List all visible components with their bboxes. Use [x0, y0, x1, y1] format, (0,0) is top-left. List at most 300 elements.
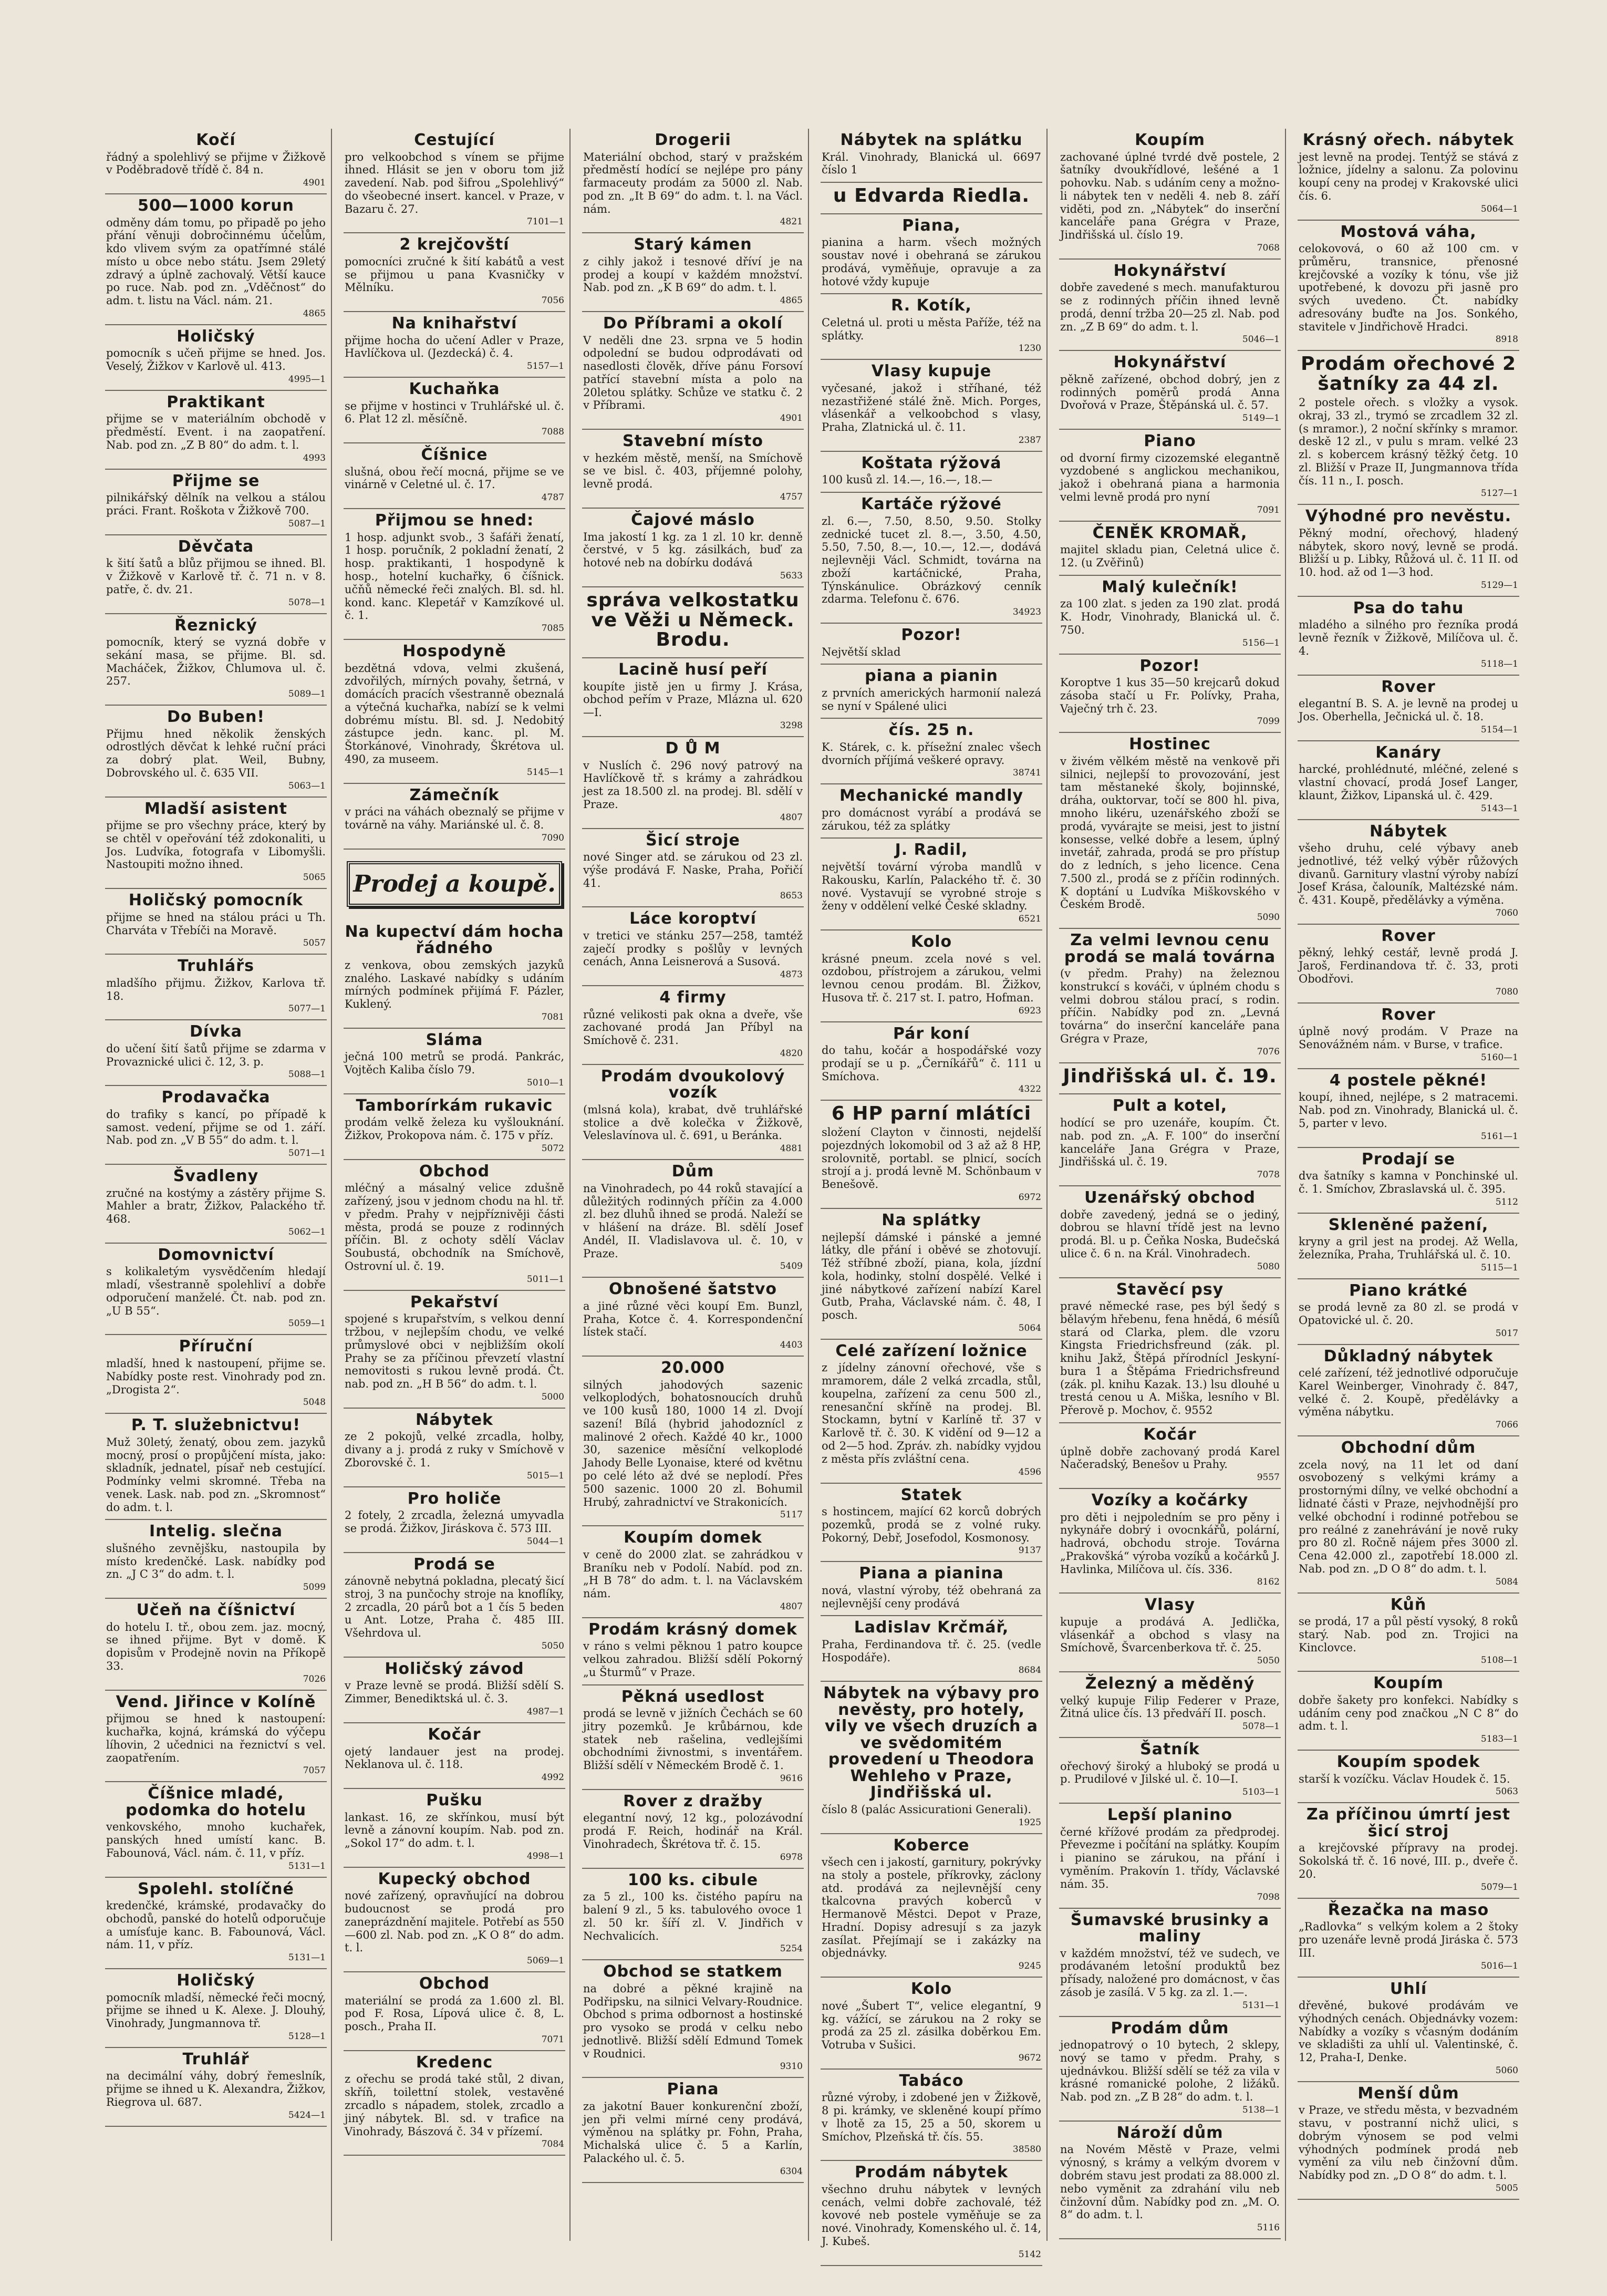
classified-ad [1059, 1672, 1281, 1738]
classified-ad [821, 1484, 1042, 1563]
ad-body: přijme se pro všechny práce, který by se chtěl v opeřování též zdokonaliti, u Jos. Ludvíka, fotografa v Libomyšli. Nastoupiti možno ihned. [106, 819, 326, 871]
ad-reference-number: 3298 [780, 720, 803, 731]
ad-reference-number: 5087—1 [288, 518, 326, 529]
ad-title: Vlasy [1144, 1596, 1196, 1615]
ad-title: Lacině husí peří [618, 660, 768, 679]
ad-body: mléčný a másalný velice zdušně zařízený, jsou v jednom chodu na hl. tř. v předm. Prahy v nejpříznivěji části města, prodá se pouze z rodinných příčin. Bl. z ochoty sdělí Václav Soubustá, obchodník na Smíchově, Ostrovní ul. č. 19. [345, 1182, 564, 1273]
ad-title: Truhlářs [178, 957, 254, 976]
column-5 [1059, 129, 1286, 2241]
ad-body: 1 hosp. adjunkt svob., 3 šafáři ženatí, 1 hosp. poručník, 2 pokladní ženatí, 2 hosp. praktikanti, 1 hospodyně k hosp., hotelní kuchařky, 6 číšnick. učňů německé řeči znalých. Bl. sd. hl. kond. kanc. Klepetář v Kamzíkové ul. č. 1. [345, 531, 564, 622]
ad-title: Truhlář [182, 2050, 250, 2069]
ad-body: se přijme v hostinci v Truhlářské ul. č. 6. Plat 12 zl. měsíčně. [345, 399, 564, 426]
ad-body: za jakotní Bauer konkurenční zboží, jen při velmi mírné ceny prodává, výměnou na splátky pr. Fohn, Praha, Michalská ulice č. 5 a Karlín, Palackého ul. č. 5. [583, 2100, 803, 2165]
classified-ad [105, 1086, 327, 1165]
ad-body: v Nuslích č. 296 nový patrový na Havlíčkově tř. s krámy a zahrádkou jest za 18.500 zl. na prodej. Bl. sdělí v Praze. [583, 759, 803, 811]
classified-ad [821, 1101, 1042, 1209]
ad-title: Kartáče rýžové [861, 495, 1002, 514]
ad-reference-number: 5131—1 [288, 1952, 326, 1963]
ad-reference-number: 5078—1 [1242, 1721, 1280, 1732]
classified-ad [1298, 129, 1519, 221]
ad-reference-number: 7098 [1257, 1891, 1280, 1902]
ad-title: J. Radil, [895, 841, 968, 860]
ad-reference-number: 5065 [303, 872, 326, 883]
ad-body: 2 fotely, 2 zrcadla, železná umyvadla se prodá. Žižkov, Jiráskova č. 573 III. [345, 1509, 564, 1535]
ad-title: Kuchaňka [409, 380, 500, 399]
ad-reference-number: 5138—1 [1242, 2104, 1280, 2115]
ad-body: ojetý landauer jest na prodej. Neklanova ul. č. 118. [345, 1745, 564, 1771]
ad-reference-number: 9137 [1018, 1545, 1041, 1556]
ad-title: 4 postele pěkné! [1329, 1071, 1488, 1090]
classified-ad [344, 1972, 565, 2051]
classified-ad [582, 907, 804, 986]
ad-body: harcké, prohlédnuté, mléčné, zelené s vlastní chovací, prodá Josef Langer, klaunt, Žižkov, Lipanská ul. č. 429. [1299, 763, 1518, 802]
classified-ad [344, 1658, 565, 1723]
ad-body: slušná, obou řečí mocná, přijme se ve vinárně v Celetné ul. č. 17. [345, 465, 564, 491]
ad-title: Příruční [179, 1337, 253, 1356]
ad-title: Koupím spodek [1336, 1753, 1480, 1772]
ad-body: pomocník mladší, německé řeči mocný, přijme se ihned u K. Alexe. J. Dlouhý, Vinohrady, Jungmannova tř. [106, 1991, 326, 2030]
ad-title: Piano [1144, 432, 1196, 451]
ad-body: dva šatníky s kamna v Ponchinské ul. č. 1. Smíchov, Zbraslavská ul. č. 395. [1299, 1170, 1518, 1195]
ad-body: pro děti i nejpoledním se pro pěny i nykynáře dobrý i ovocnkářů, polární, hadrová, obchodu stroje. Továrna „Prakovšká“ výroba vozíků a kočárků J. Havlinka, Milíčova ul. čís. 336. [1060, 1511, 1280, 1576]
ad-title: Kolo [910, 1980, 952, 1999]
ad-reference-number: 5060 [1495, 2065, 1518, 2076]
ad-body: „Radlovka“ s velkým kolem a 2 štoky pro uzenáře levně prodá Jiráska č. 573 III. [1299, 1920, 1518, 1959]
ad-body: přijmou se hned k nastoupení: kuchařka, kojná, krámská do výčepu líhovin, 2 učednici na řeznictví s vel. zaopatřením. [106, 1712, 326, 1764]
classified-ad [344, 1789, 565, 1868]
classified-ad [582, 1357, 804, 1526]
ad-title: Železný a měděný [1085, 1674, 1255, 1693]
ad-title: Uhlí [1390, 1979, 1427, 1998]
ad-title: Mechanické mandly [839, 787, 1024, 805]
ad-reference-number: 7057 [303, 1765, 326, 1776]
ad-reference-number: 5099 [303, 1582, 326, 1593]
ad-reference-number: 5115—1 [1480, 1262, 1518, 1273]
classified-ad [105, 798, 327, 890]
ad-body: Celetná ul. proti u města Paříže, též na splátky. [822, 316, 1041, 342]
ad-reference-number: 5044—1 [526, 1536, 564, 1547]
ad-reference-number: 9310 [780, 2061, 803, 2072]
ad-reference-number: 5080 [1257, 1261, 1280, 1272]
ad-title: Piana, [902, 216, 961, 235]
ad-title: Mladší asistent [144, 799, 288, 818]
ad-body: pomocníci zručné k šití kabátů a vest se přijmou u pana Kvasničky v Mělníku. [345, 255, 564, 294]
column-6 [1298, 129, 1523, 2241]
ad-reference-number: 7085 [541, 623, 564, 634]
ad-reference-number: 4807 [780, 1601, 803, 1612]
ad-body: pro domácnost vyrábí a prodává se zárukou, též za splátky [822, 806, 1041, 832]
ad-body: a krejčovské přípravy na prodej. Sokolská tř. č. 16 nové, III. p., dveře č. 20. [1299, 1842, 1518, 1880]
ad-body: do učení šití šatů přijme se zdarma v Provaznické ulici č. 12, 3. p. [106, 1042, 326, 1068]
ad-reference-number: 5078—1 [288, 597, 326, 608]
ad-reference-number: 5015—1 [526, 1470, 564, 1481]
ad-body: celé zařízení, též jednotlivé odporučuje Karel Weinberger, Vinohrady č. 847, velké č. 2. Koupě, předělávky a výměna nábytku. [1299, 1367, 1518, 1419]
ad-title: Rover [1381, 1005, 1436, 1024]
ad-body: v každém množství, též ve sudech, ve prodávaném letošní produktů bez přísady, naložené pro domácnost, v čas zásob je zasílá. V 5 kg. za zl. 1.—. [1060, 1947, 1280, 1999]
ad-body: hodící se pro uzenáře, koupím. Čt. nab. pod zn. „A. F. 100“ do inserční kanceláře Jana Grégra v Praze, Jindřišská ul. č. 19. [1060, 1116, 1280, 1168]
classified-ad [344, 509, 565, 640]
ad-title: Vlasy kupuje [871, 362, 992, 381]
ad-title: Cestující [414, 131, 495, 149]
ad-reference-number: 5157—1 [526, 361, 564, 372]
classified-ad [1059, 1489, 1281, 1594]
ad-body: silných jahodových sazenic velkoplodých, bohatosnoucích druhů ve 100 kusů 180, 1000 14 zl. Dvojí sazení! Bílá (hybrid jahodoznícl z malinové 2 ořech. Každé 40 kr., 1000 30, sazenice měsíční velkoplodé Jahody Belle Lyonaise, které od květnu po celé léto až dvé se neplodí. Přes 500 sazenic. 1000 20 zl. Bohumil Hrubý, zahradnictví ve Strakonicích. [583, 1378, 803, 1508]
classified-ad [1059, 1804, 1281, 1908]
ad-reference-number: 5071—1 [288, 1148, 326, 1159]
ad-reference-number: 4873 [780, 969, 803, 980]
ad-body: Největší sklad [822, 645, 901, 658]
ad-title: Za velmi levnou cenu prodá se malá továrna [1064, 931, 1276, 966]
ad-body: kredenčké, krámské, prodavačky do obchodů, panské do hotelů odporučuje a umísťuje kanc. B. Fabounová, Václ. nám. 11, v příz. [106, 1899, 326, 1951]
ad-body: zcela nový, na 11 let od daní osvobozený s velkými krámy a prostornými dílny, ve velké obchodní a lidnaté části v Praze, nejvhodnější pro velké obchodní i rodinné potřebou se pro reálné z zanehrávání je nově ruky pro 80 zl. Ročně nájem přes 3000 zl. Cena 42.000 zl., zapotřebí 18.000 zl. Nab. pod zn. „D O 8“ do adm. t. l. [1299, 1458, 1518, 1575]
ad-reference-number: 7071 [541, 2034, 564, 2045]
classified-ad [582, 129, 804, 233]
ad-body: pěkně zařízené, obchod dobrý, jen z rodinných poměrů prodá Anna Dvořová v Praze, Štěpánská ul. č. 57. [1060, 373, 1280, 412]
classified-ad [821, 930, 1042, 1022]
ad-title: Kočí [196, 131, 236, 149]
classified-ad [821, 2161, 1042, 2266]
ad-reference-number: 7060 [1495, 907, 1518, 918]
ad-reference-number: 5156—1 [1242, 637, 1280, 648]
ad-title: Obchod se statkem [603, 1962, 783, 1981]
ad-body: a jiné různé věci koupí Em. Bunzl, Praha, Kotce č. 4. Korrespondenční lístek stačí. [583, 1299, 803, 1339]
classified-ad [1059, 2017, 1281, 2122]
classified-ad [1298, 221, 1519, 351]
ad-reference-number: 5154—1 [1480, 724, 1518, 735]
classified-ad [1059, 522, 1281, 576]
ad-title: Rover [1381, 677, 1436, 696]
classified-ad [582, 986, 804, 1065]
ad-title: Malý kulečník! [1102, 577, 1238, 596]
ad-title: Menší dům [1357, 2084, 1459, 2103]
ad-body: z prvních amerických harmonií nalezá se nyní v Spálené ulici [822, 686, 1041, 712]
ad-reference-number: 4322 [1018, 1084, 1041, 1095]
ad-body: na Novém Městě v Praze, velmi výnosný, s krámy a velkým dvorem v dobrém stavu jest prodati za 88.000 zl. nebo vyměnit za zdrahání vilu neb činžovní dům. Nabídky pod zn. „M. O. 8“ do adm. t. l. [1060, 2143, 1280, 2221]
ad-title: Uzenářský obchod [1084, 1188, 1256, 1207]
classified-ad [1059, 1594, 1281, 1672]
ad-body: dobře šakety pro konfekci. Nabídky s udáním ceny pod značkou „N C 8“ do adm. t. l. [1299, 1693, 1518, 1733]
classified-ad [344, 443, 565, 509]
classified-ad [821, 1834, 1042, 1978]
ad-reference-number: 5160—1 [1480, 1052, 1518, 1063]
ad-title: Učeň na číšnictví [136, 1601, 296, 1620]
classified-ad [582, 1790, 804, 1869]
ad-body: dřevěné, bukové prodávám ve výhodných cenách. Objednávky vozem: Nabídky a vozíky s včasným dodáním ve skladišti za uhlí ul. Valentinské, č. 12, Praha-I, Denke. [1299, 1999, 1518, 2064]
ad-reference-number: 5011—1 [526, 1274, 564, 1285]
ad-title: čís. 25 n. [888, 721, 974, 740]
ad-title: 100 ks. cibule [627, 1870, 759, 1889]
ad-title: Pekařství [410, 1292, 499, 1311]
ad-title: Ladislav Krčmář, [854, 1618, 1009, 1637]
classified-ad [821, 493, 1042, 624]
ad-body: nové Singer atd. se zárukou od 23 zl. výše prodává F. Naske, Praha, Pořičí 41. [583, 851, 803, 890]
ad-title: Řeznický [174, 616, 257, 635]
ad-body: všechno druhu nábytek v levných cenách, velmi dobře zachovalé, též kovové neb postele vyměňuje se za nové. Vinohrady, Komenského ul. č. 14, J. Kubeš. [822, 2183, 1041, 2248]
ad-title: Praktikant [167, 392, 265, 411]
classified-ad [105, 129, 327, 194]
ad-reference-number: 6972 [1018, 1192, 1041, 1203]
ad-body: pro velkoobchod s vínem se přijme ihned. Hlásit se jen v oboru tom již zavedení. Nab. pod šifrou „Spolehlivý“ do všeobecné insert. kancel. v Praze, v Bazaru č. 27. [345, 150, 564, 215]
ad-title: Kočár [1143, 1425, 1197, 1444]
ad-title: Kočár [428, 1725, 481, 1744]
classified-ad [105, 1782, 327, 1877]
ad-body: z jídelny zánovní ořechové, vše s mramorem, dále 2 velká zrcadla, stůl, koupelna, zařízení za cenu 500 zl., renesanční skříně na prodej. Bl. Stockamn, bytní v Karlíně tř. 37 v Karlově tř. č. 30. K vidění od 9—12 a od 2—5 hod. Zpráv. zh. nabídky vyjdou z města přís zvláštní cena. [822, 1361, 1041, 1465]
ad-reference-number: 7068 [1257, 242, 1280, 253]
classified-ad [1059, 430, 1281, 522]
ad-title: Nábytek na splátku [840, 131, 1023, 149]
ad-reference-number: 5143—1 [1480, 803, 1518, 814]
ad-reference-number: 5017 [1495, 1328, 1518, 1339]
ad-reference-number: 7056 [541, 295, 564, 306]
ad-reference-number: 5424—1 [288, 2109, 326, 2121]
ad-body: nové zařízený, opravňující na dobrou budoucnost se prodá pro zaneprázdnění majitele. Potřebí as 550—600 zl. Nab. pod zn. „K O 8“ do adm. t. l. [345, 1889, 564, 1954]
ad-reference-number: 5118—1 [1480, 658, 1518, 669]
ad-reference-number: 9245 [1018, 1961, 1041, 1972]
column-2 [344, 129, 571, 2241]
ad-reference-number: 5050 [541, 1640, 564, 1651]
ad-reference-number: 4901 [780, 413, 803, 424]
classified-ad [105, 1878, 327, 1970]
ad-title: Děvčata [178, 537, 254, 556]
classified-ad [344, 1409, 565, 1487]
ad-title: R. Kotík, [891, 296, 972, 315]
ad-title: Láce koroptví [629, 909, 756, 928]
ad-reference-number: 8162 [1257, 1577, 1280, 1588]
ad-body: Koroptve 1 kus 35—50 krejcarů dokud zásoba stačí u Fr. Polívky, Praha, Vaječný trh č. 23. [1060, 676, 1280, 715]
ad-body: v Praze, ve středu města, v bezvadném stavu, v postranní nichž ulici, s dobrým výnosem se pod velmi výhodných podmínek prodá neb vymění za vilu neb činžovní dům. Nabídky pod zn. „D O 8“ do adm. t. l. [1299, 2104, 1518, 2182]
ad-title: Tabáco [899, 2071, 964, 2090]
ad-title: Nábytek na výbavy pro nevěsty, pro hotely, vily ve všech druzích a ve svědomitém provedení u Theodora Wehleho v Praze, Jindřišská ul. [823, 1684, 1040, 1802]
ad-title: Pěkná usedlost [621, 1687, 765, 1706]
ad-title: Koupím [1373, 1674, 1444, 1693]
classified-ad [344, 640, 565, 784]
ad-body: pomocník s učeň přijme se hned. Jos. Veselý, Žižkov v Karlově ul. 413. [106, 347, 326, 373]
ad-title: Piano krátké [1349, 1281, 1468, 1300]
ad-title: Statek [900, 1485, 962, 1504]
ad-title: Domovnictví [158, 1245, 274, 1264]
classified-ad [1298, 1069, 1519, 1148]
ad-body: přijme se v materiálním obchodě v předměstí. Event. i na zaopatření. Nab. pod zn. „Z B 80“ do adm. t. l. [106, 412, 326, 451]
ad-reference-number: 6978 [780, 1852, 803, 1863]
classified-ad [1298, 1978, 1519, 2082]
ad-body: se prodá, 17 a půl pěstí vysoký, 8 roků starý. Nab. pod zn. Trojici na Kinclovce. [1299, 1615, 1518, 1654]
ad-body: do tahu, kočár a hospodářské vozy prodají se u p. „Černíkářů“ č. 111 u Smíchova. [822, 1044, 1041, 1083]
ad-body: číslo 8 (palác Assicurationi Generali). [822, 1803, 1032, 1816]
ad-body: 2 postele ořech. s vložky a vysok. okraj, 33 zl., trymó se zrcadlem 32 zl. (s mramor.), 2 noční skřínky s mramor. deskě 12 zl., v pulu s mram. velké 23 zl. s kobercem krásný těžký četg. 10 zl. Bližší v Praze II, Jungmannova třída čís. 11 n., I. posch. [1299, 396, 1518, 487]
ad-title: Tamborírkám rukavic [356, 1096, 553, 1115]
ad-body: zručné na kostýmy a zástěry přijme S. Mahler a bratr, Žižkov, Palackého tř. 468. [106, 1186, 326, 1226]
classified-ad [344, 1094, 565, 1160]
classified-ad [821, 719, 1042, 784]
ad-title: 4 firmy [659, 988, 727, 1007]
classified-ad [105, 1520, 327, 1599]
newspaper-page [105, 129, 1523, 2260]
ad-title: Holičský závod [385, 1659, 524, 1678]
ad-title: Starý kámen [634, 235, 752, 254]
ad-reference-number: 5057 [303, 938, 326, 949]
classified-ad [821, 129, 1042, 183]
ad-body: materiální se prodá za 1.600 zl. Bl. pod F. Rosa, Lípová ulice č. 8, L. posch., Praha II. [345, 1994, 564, 2033]
ad-reference-number: 2387 [1018, 435, 1041, 446]
classified-ad [344, 1160, 565, 1291]
ad-title: Rover [1381, 926, 1436, 945]
ad-title: ČENĚK KROMAŘ, [1092, 523, 1248, 542]
ad-body: V neděli dne 23. srpna ve 5 hodin odpolední se budou odprodávati od nasedlosti člověk, dříve pánu Forsoví patřící stavební místa a polo na 20letou splátky. Schůze ve statku č. 2 v Příbrami. [583, 334, 803, 412]
ad-title: Nábytek [415, 1410, 494, 1429]
ad-body: přijme se hned na stálou práci u Th. Charváta v Třebíči na Moravě. [106, 911, 326, 937]
ad-title: Na kupectví dám hocha řádného [345, 922, 564, 958]
classified-ad [344, 2051, 565, 2156]
ad-reference-number: 6923 [1018, 1005, 1041, 1016]
ad-body: přijme hocha do učení Adler v Praze, Havlíčkova ul. (Jezdecká) č. 4. [345, 334, 564, 360]
ad-body: z venkova, obou zemských jazyků znalého. Laskavé nabídky s udáním mírných podmínek přijímá F. Pázler, Kuklený. [345, 958, 564, 1011]
ad-reference-number: 6521 [1018, 914, 1041, 925]
ad-reference-number: 8684 [1018, 1665, 1041, 1676]
ad-reference-number: 7088 [541, 427, 564, 438]
ad-body: zachované úplné tvrdé dvě postele, 2 šatníky dvoukřídlové, lešéné a 1 pohovku. Nab. s udáním ceny a možno-li nábytek ten v neděli 4. neb 8. září viděti, pod zn. „Nábytek“ do inserční kanceláře pana Grégra v Praze, Jindřišská ul. číslo 19. [1060, 150, 1280, 242]
classified-ad [582, 1869, 804, 1961]
ad-body: pěkný, lehký cestář, levně prodá J. Jaroš, Ferdinandova tř. č. 33, proti Obodřovi. [1299, 946, 1518, 985]
ad-body: za 100 zlat. s jeden za 190 zlat. prodá K. Hodr, Vinohrady, Blanická ul. č. 750. [1060, 597, 1280, 636]
classified-ad [821, 839, 1042, 930]
classified-ad [1059, 1186, 1281, 1278]
ad-body: Materiální obchod, starý v pražském předměstí hodící se nejlépe pro pány farmaceuty prodám za 5000 zl. Nab. pod zn. „It B 69“ do adm. t. l. na Václ. nám. [583, 150, 803, 215]
ad-body: zánovně nebytná pokladna, plecatý šicí stroj, 3 na punčochy stroje na knoflíky, 2 zrcadla, 20 párů bot a 1 čís 5 beden u Ant. Lotze, Praha č. 485 III. Všehrdova ul. [345, 1575, 564, 1640]
ad-body: na Vinohradech, po 44 roků stavající a důležitých rodinných příčin za 4.000 zl. bez dluhů ihned se prodá. Naleží se v hlášení na dráze. Bl. sdělí Josef Andél, II. Vladislavova ul. č. 10, v Praze. [583, 1182, 803, 1260]
ad-reference-number: 4992 [541, 1772, 564, 1783]
classified-ad [344, 233, 565, 312]
classified-ad [1298, 505, 1519, 597]
ad-reference-number: 5010—1 [526, 1077, 564, 1088]
ad-body: majitel skladu pian, Celetná ulice č. 12. (u Zvěřinů) [1060, 543, 1280, 570]
ad-title: Šatník [1140, 1740, 1200, 1759]
classified-ad [1298, 1594, 1519, 1672]
ad-reference-number: 1230 [1018, 343, 1041, 354]
ad-reference-number: 5077—1 [288, 1004, 326, 1015]
ad-body: 100 kusů zl. 14.—, 16.—, 18.— [822, 473, 993, 487]
ad-title: Prodám ořechové 2 šatníky za 44 zl. [1300, 353, 1517, 395]
ad-title: Pozor! [901, 626, 962, 645]
ad-reference-number: 8653 [780, 891, 803, 902]
classified-ad [344, 1291, 565, 1409]
classified-ad [1298, 925, 1519, 1004]
ad-title: Obnošené šatstvo [608, 1280, 777, 1299]
ad-title: Pult a kotel, [1112, 1097, 1228, 1115]
classified-ad [1298, 820, 1519, 925]
ad-title: Nároží dům [1116, 2123, 1224, 2142]
classified-ad [1298, 1899, 1519, 1978]
ad-reference-number: 9672 [1018, 2052, 1041, 2063]
ad-body: Muž 30letý, ženatý, obou zem. jazyků mocný, prosí o propůjčení místa, jako: skladník, jednatel, písař neb cestující. Podmínky velmi skromné. Třeba na venek. Lask. nab. pod zn. „Skromnost“ do adm. t. l. [106, 1435, 326, 1514]
ad-body: mladého a silného pro řezníka prodá levně řezník v Žižkově, Milíčova ul. č. 4. [1299, 618, 1518, 657]
ad-reference-number: 7076 [1257, 1046, 1280, 1057]
classified-ad [821, 784, 1042, 839]
ad-reference-number: 5108—1 [1480, 1655, 1518, 1666]
ad-reference-number: 4987—1 [526, 1707, 564, 1717]
classified-ad [344, 784, 565, 850]
ad-body: černé křížové prodám za předprodej. Převezme i počítání na splátky. Koupím i pianino se zárukou, na přání i vyměním. Prakovín 1. třídy, Václavské nám. 35. [1060, 1825, 1280, 1890]
ad-body: do trafiky s kancí, po případě k samost. vedení, přijme se od 1. září. Nab. pod zn. „V B 55“ do adm. t. l. [106, 1108, 326, 1147]
ad-reference-number: 4757 [780, 492, 803, 503]
classified-ad [105, 391, 327, 470]
classified-ad [344, 312, 565, 378]
ad-reference-number: 5079—1 [1480, 1881, 1518, 1892]
column-4 [821, 129, 1048, 2260]
ad-title: Jindřišská ul. č. 19. [1063, 1065, 1277, 1087]
ad-reference-number: 5254 [780, 1943, 803, 1954]
ad-title: Prodám dvoukolový vozík [600, 1067, 785, 1102]
classified-ad [1298, 1279, 1519, 1345]
ad-title: Na splátky [882, 1211, 981, 1230]
ad-reference-number: 5116 [1257, 2222, 1280, 2233]
ad-title: Koupím [1135, 131, 1205, 149]
ad-title: Šicí stroje [646, 831, 740, 850]
classified-ad [821, 624, 1042, 665]
ad-body: lankast. 16, ze skřínkou, musí být levně a zánovní koupím. Nab. pod zn. „Sokol 17“ do adm. t. l. [345, 1811, 564, 1850]
ad-body: úplně nový prodám. V Praze na Senovážném nám. v Burse, v trafice. [1299, 1025, 1518, 1051]
ad-reference-number: 5069—1 [526, 1956, 564, 1967]
ad-body: z ořechu se prodá také stůl, 2 divan, skříň, toilettní stolek, vestavěné zrcadlo s nápadem, stolek, zrcadlo a jiný nábytek. Bl. sd. v trafice na Vinohrady, Bászová č. 34 v přízemí. [345, 2073, 564, 2138]
ad-body: různé velikosti pak okna a dveře, vše zachované prodá Jan Příbyl na Smíchově č. 231. [583, 1008, 803, 1047]
ad-title: Drogerii [655, 131, 731, 149]
ad-title: Kolo [910, 933, 952, 952]
ad-body: (mlsná kola), krabat, dvě truhlářské stolice a dvě kolečka v Žižkově, Veleslavínova ul. č. 691, u Beránka. [583, 1103, 803, 1142]
ad-body: největší tovární výroba mandlů v Rakousku, Karlín, Palackého tř. č. 30 nové. Vystavují se vyrobné stroje s ženy v oddělení velké České skladny. [822, 860, 1041, 913]
ad-title: Hokynářství [1113, 261, 1227, 280]
classified-ad [105, 470, 327, 535]
ad-body: Praha, Ferdinandova tř. č. 25. (vedle Hospodáře). [822, 1638, 1041, 1664]
ad-title: Prodám dům [1111, 2019, 1229, 2038]
ad-body: z cihly jakož i tesnové dříví je na prodej a koupí v každém množství. Nab. pod zn. „K B 69“ do adm. t. l. [583, 255, 803, 294]
ad-reference-number: 5072 [541, 1143, 564, 1154]
ad-body: jest levně na prodej. Tentýž se stává z ložnice, jídelny a salonu. Za polovinu koupí ceny na prodej v Krakovské ulici čís. 6. [1299, 150, 1518, 202]
ad-title: Pár koní [893, 1024, 970, 1043]
classified-ad [582, 1160, 804, 1278]
ad-body: starší k vozíčku. Václav Houdek č. 15. [1299, 1772, 1510, 1785]
ad-title: Piana [667, 2080, 719, 2099]
ad-reference-number: 8918 [1495, 334, 1518, 345]
ad-body: koupí, ihned, nejlépe, s 2 matracemi. Nab. pod zn. Vinohrady, Blanická ul. č. 5, parter v levo. [1299, 1091, 1518, 1130]
classified-ad [1059, 1094, 1281, 1186]
ad-reference-number: 34923 [1012, 607, 1041, 618]
ad-title: Obchod [419, 1974, 490, 1993]
classified-ad [582, 737, 804, 829]
classified-ad [105, 1414, 327, 1520]
classified-ad [1298, 1803, 1519, 1898]
ad-reference-number: 4995—1 [288, 374, 326, 385]
classified-ad [1059, 1738, 1281, 1804]
classified-ad [105, 194, 327, 325]
ad-title: Lepší planino [1107, 1806, 1233, 1825]
ad-title: Číšnice [421, 446, 488, 464]
ad-body: pomocník, který se vyzná dobře v sekání masa, se přijme. Bl. sd. Macháček, Žižkov, Chlumova ul. č. 257. [106, 636, 326, 688]
ad-body: vyčesané, jakož i stříhané, též nezastřižené stálé žně. Mich. Porges, vlásenkář a velkoobchod s vlasy, Praha, Zlatnická ul. č. 11. [822, 381, 1041, 434]
classified-ad [105, 1020, 327, 1086]
ad-title: Řezačka na maso [1328, 1900, 1489, 1919]
ad-reference-number: 5149—1 [1242, 413, 1280, 424]
ad-title: Dům [671, 1162, 714, 1181]
ad-body: složení Clayton v činnosti, nejdelší pojezdných lokomobil od 3 až až 8 HP, srolovnitě, portabl. se plnicí, socích strojí a j. prodá levně M. Schönbaum v Benešově. [822, 1126, 1041, 1191]
ad-body: nové „Šubert T“, velice elegantní, 9 kg. vážící, se zárukou na 2 roky se prodá za 25 zl. zásilka doběrkou Em. Votruba v Sušici. [822, 1999, 1041, 2052]
ad-body: ječná 100 metrů se prodá. Pankrác, Vojtěch Kaliba číslo 79. [345, 1050, 564, 1077]
ad-title: Prodám nábytek [854, 2163, 1009, 2182]
ad-reference-number: 5183—1 [1480, 1734, 1518, 1745]
classified-ad [1059, 351, 1281, 430]
classified-ad [105, 1165, 327, 1244]
ad-reference-number: 4998—1 [526, 1850, 564, 1861]
ad-reference-number: 4881 [780, 1143, 803, 1154]
classified-ad [1298, 1214, 1519, 1279]
